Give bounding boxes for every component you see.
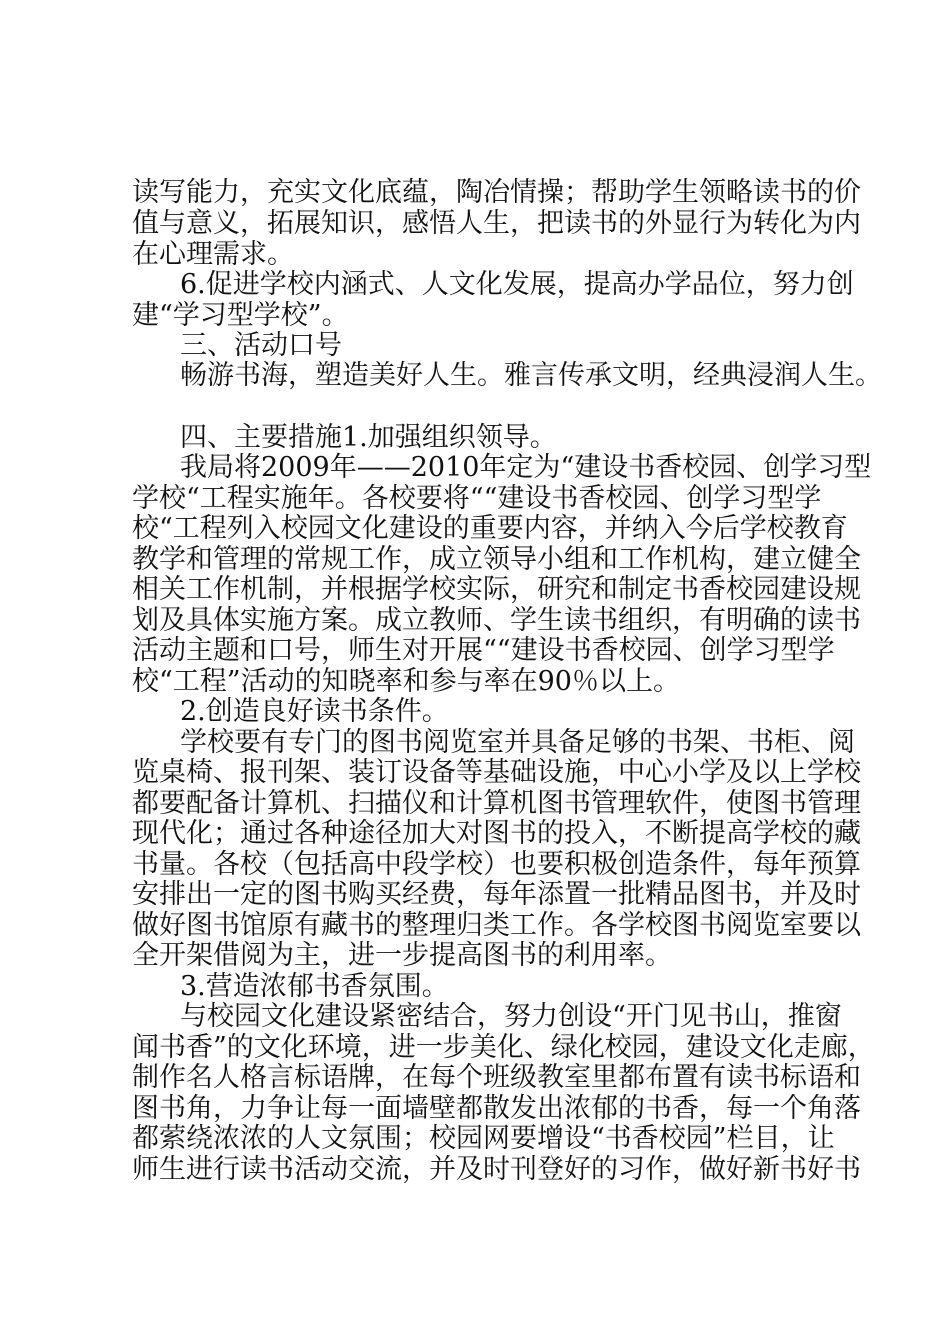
body-text-line: 做好图书馆原有藏书的整理归类工作。各学校图书阅览室要以 xyxy=(132,910,861,941)
slogan-text: 畅游书海，塑造美好人生。雅言传承文明，经典浸润人生。 xyxy=(180,360,882,391)
body-text-line: 安排出一定的图书购买经费，每年添置一批精品图书，并及时 xyxy=(132,879,861,910)
body-text-line: 学校“工程实施年。各校要将““建设书香校园、创学习型学 xyxy=(132,483,822,514)
section-heading-slogan: 三、活动口号 xyxy=(180,330,342,361)
list-item-6: 6.促进学校内涵式、人文化发展，提高办学品位，努力创 xyxy=(180,269,854,300)
body-text-line: 建“学习型学校”。 xyxy=(132,300,349,331)
body-text-line: 制作名人格言标语牌，在每个班级教室里都布置有读书标语和 xyxy=(132,1062,861,1093)
body-text-line: 校“工程”活动的知晓率和参与率在90％以上。 xyxy=(132,666,680,697)
body-text-line: 相关工作机制，并根据学校实际，研究和制定书香校园建设规 xyxy=(132,574,861,605)
body-text-line: 书量。各校（包括高中段学校）也要积极创造条件，每年预算 xyxy=(132,849,861,880)
body-text-line: 图书角，力争让每一面墙壁都散发出浓郁的书香，每一个角落 xyxy=(132,1093,861,1124)
section-heading-measures: 四、主要措施1.加强组织领导。 xyxy=(180,422,557,453)
body-text-line: 与校园文化建设紧密结合，努力创设“开门见书山，推窗 xyxy=(180,1001,842,1032)
body-text-line: 在心理需求。 xyxy=(132,239,294,270)
body-text-line: 教学和管理的常规工作，成立领导小组和工作机构，建立健全 xyxy=(132,544,861,575)
subheading-3: 3.营造浓郁书香氛围。 xyxy=(180,971,449,1002)
body-text-line: 现代化；通过各种途径加大对图书的投入，不断提高学校的藏 xyxy=(132,818,861,849)
body-text-line: 师生进行读书活动交流，并及时刊登好的习作，做好新书好书 xyxy=(132,1154,861,1185)
body-text-line: 学校要有专门的图书阅览室并具备足够的书架、书柜、阅 xyxy=(180,727,855,758)
body-text-line: 全开架借阅为主，进一步提高图书的利用率。 xyxy=(132,940,672,971)
body-text-line: 览桌椅、报刊架、装订设备等基础设施，中心小学及以上学校 xyxy=(132,757,861,788)
body-text-line: 活动主题和口号，师生对开展““建设书香校园、创学习型学 xyxy=(132,635,835,666)
body-text-line: 我局将2009年——2010年定为“建设书香校园、创学习型 xyxy=(180,452,872,483)
subheading-2: 2.创造良好读书条件。 xyxy=(180,696,449,727)
body-text-line: 校“工程列入校园文化建设的重要内容，并纳入今后学校教育 xyxy=(132,513,848,544)
body-text-line: 划及具体实施方案。成立教师、学生读书组织，有明确的读书 xyxy=(132,605,861,636)
body-text-line: 都萦绕浓浓的人文氛围；校园网要增设“书香校园”栏目，让 xyxy=(132,1123,835,1154)
body-text-line: 值与意义，拓展知识，感悟人生，把读书的外显行为转化为内 xyxy=(132,208,861,239)
body-text-line: 读写能力，充实文化底蕴，陶冶情操；帮助学生领略读书的价 xyxy=(132,177,861,208)
body-text-line: 都要配备计算机、扫描仪和计算机图书管理软件，使图书管理 xyxy=(132,788,861,819)
body-text-line: 闻书香”的文化环境，进一步美化、绿化校园，建设文化走廊， xyxy=(132,1032,875,1063)
